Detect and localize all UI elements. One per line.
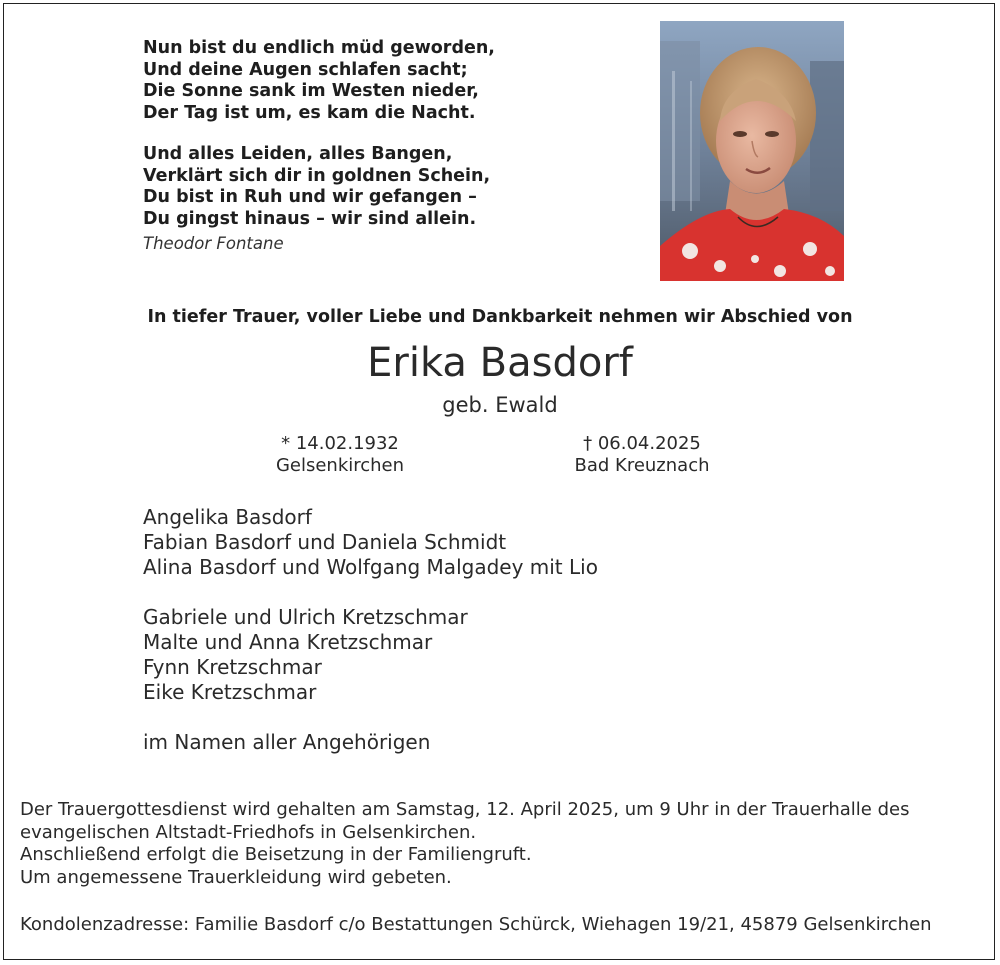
mourners-group-1 [143, 505, 598, 580]
service-line: evangelischen Altstadt-Friedhofs in Gelsenkirchen. [20, 821, 477, 843]
intro-line: In tiefer Trauer, voller Liebe und Dankbarkeit nehmen wir Abschied von [147, 307, 853, 327]
birth-date: * 14.02.1932 [281, 433, 399, 454]
deceased-name: Erika Basdorf [367, 340, 633, 386]
birth-place: Gelsenkirchen [275, 455, 405, 476]
poem-line: Verklärt sich dir in goldnen Schein, [143, 165, 491, 186]
mourner: Angelika Basdorf [143, 505, 312, 529]
service-line: Anschließend erfolgt die Beisetzung in der Familiengruft. [20, 844, 532, 865]
death-date: † 06.04.2025 [583, 433, 701, 454]
poem-line: Die Sonne sank im Westen nieder, [143, 81, 479, 101]
service-line: Der Trauergottesdienst wird gehalten am Samstag, 12. April 2025, um 9 Uhr in der Trauerhalle des [20, 799, 910, 820]
poem-line: Du bist in Ruh und wir gefangen – [143, 187, 477, 207]
mourner: Eike Kretzschmar [143, 680, 317, 704]
mourner: Malte und Anna Kretzschmar [143, 630, 433, 654]
poem-line: Nun bist du endlich müd geworden, [143, 38, 495, 58]
condolence-address: Kondolenzadresse: Familie Basdorf c/o Bestattungen Schürck, Wiehagen 19/21, 45879 Gelsenkirchen [20, 914, 932, 935]
maiden-name: geb. Ewald [442, 393, 558, 417]
poem-line: Du gingst hinaus – wir sind allein. [143, 208, 477, 229]
poem-line: Der Tag ist um, es kam die Nacht. [143, 102, 476, 123]
mourner: Alina Basdorf und Wolfgang Malgadey mit Lio [143, 555, 598, 579]
death-info [542, 433, 742, 477]
death-place: Bad Kreuznach [574, 455, 710, 476]
poem [143, 38, 495, 230]
mourners-group-2 [143, 605, 468, 705]
birth-info [240, 433, 440, 477]
poem-line: Und deine Augen schlafen sacht; [143, 59, 468, 80]
service-info [20, 799, 909, 889]
service-line: Um angemessene Trauerkleidung wird gebeten. [20, 866, 452, 888]
mourners-closing: im Namen aller Angehörigen [143, 730, 431, 754]
mourner: Fabian Basdorf und Daniela Schmidt [143, 530, 507, 554]
poem-author: Theodor Fontane [143, 234, 284, 253]
portrait-photo [660, 21, 844, 281]
mourner: Fynn Kretzschmar [143, 655, 322, 679]
mourner: Gabriele und Ulrich Kretzschmar [143, 605, 468, 629]
poem-line: Und alles Leiden, alles Bangen, [143, 144, 453, 164]
